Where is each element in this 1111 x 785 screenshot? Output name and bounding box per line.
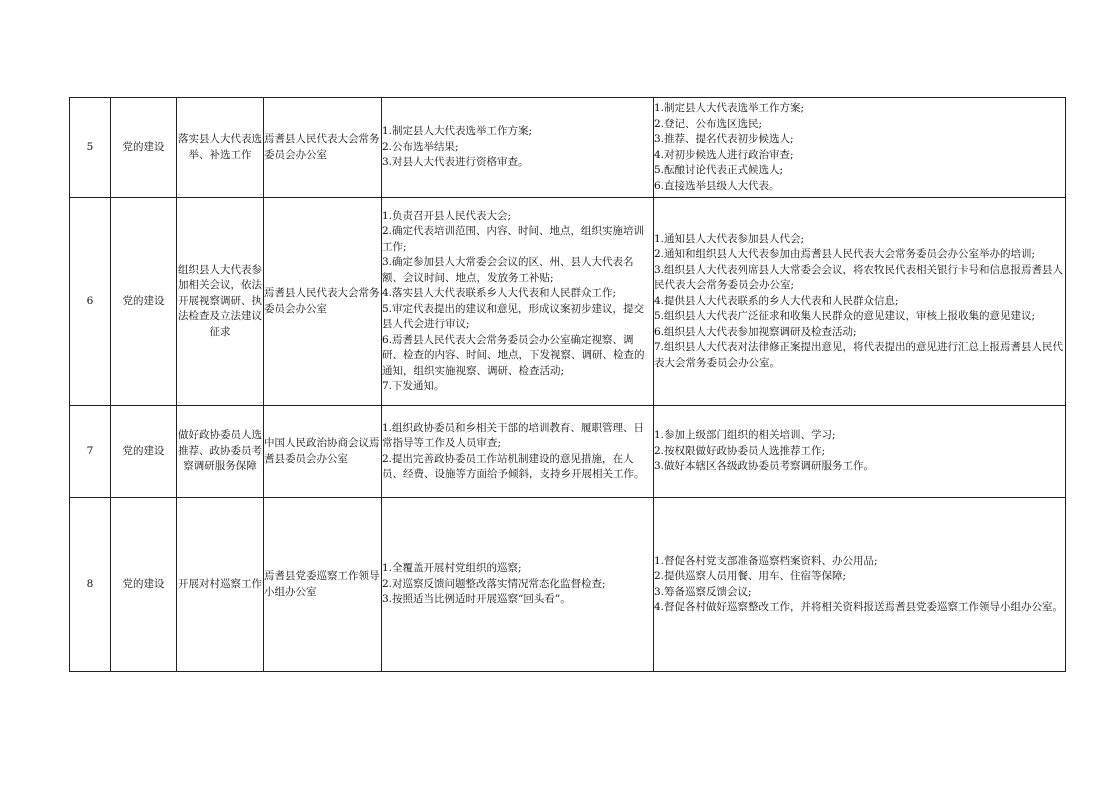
duty-item: 1.督促各村党支部准备巡察档案资料、办公用品; (654, 554, 878, 567)
task-cell: 组织县人大代表参加相关会议，依法开展视察调研、执法检查及立法建议征求 (177, 198, 264, 406)
row-number: 5 (70, 98, 111, 198)
county-duties-cell (382, 406, 654, 498)
duty-item: 4.督促各村做好巡察整改工作，并将相关资料报送焉耆县党委巡察工作领导小组办公室。 (654, 601, 1064, 613)
duty-item: 3.确定参加县人大常委会会议的区、州、县人大代表名额、会议时间、地点，发放务工补贴; (382, 256, 634, 284)
township-duties-cell (654, 98, 1066, 198)
duty-item: 2.通知和组织县人大代表参加由焉耆县人民代表大会常务委员会办公室举办的培训; (654, 248, 1036, 261)
duty-item: 1.组织政协委员和乡相关干部的培训教育、履职管理、日常指导等工作及人员审查; (382, 421, 645, 449)
duty-item: 1.制定县人大代表选举工作方案; (654, 102, 805, 114)
row-number: 7 (70, 406, 111, 498)
duty-item: 2.公布选举结果; (382, 140, 459, 153)
duty-table (69, 97, 1066, 672)
task-cell: 做好政协委员人选推荐、政协委员考察调研服务保障 (177, 406, 264, 498)
category-cell: 党的建设 (111, 406, 177, 498)
duty-item: 1.全覆盖开展村党组织的巡察; (382, 562, 522, 575)
duty-item: 2.登记、公布选区选民; (654, 117, 763, 130)
duty-item: 2.提供巡察人员用餐、用车、住宿等保障; (654, 570, 847, 582)
duty-item: 3.对县人大代表进行资格审查。 (382, 156, 529, 169)
township-duties-cell (654, 406, 1066, 498)
county-duties-cell (382, 198, 654, 406)
duty-item: 2.对巡察反馈问题整改落实情况常态化监督检查; (382, 577, 606, 590)
table-row (70, 198, 1066, 406)
department-cell: 焉耆县党委巡察工作领导小组办公室 (264, 498, 382, 672)
table-row (70, 406, 1066, 498)
duty-item: 2.确定代表培训范围、内容、时间、地点，组织实施培训工作; (382, 225, 645, 253)
task-cell: 开展对村巡察工作 (177, 498, 264, 672)
duty-item: 4.对初步候选人进行政治审查; (654, 148, 794, 161)
duty-item: 3.筹备巡察反馈会议; (654, 585, 752, 598)
department-cell: 焉耆县人民代表大会常务委员会办公室 (264, 198, 382, 406)
duty-item: 5.审定代表提出的建议和意见，形成议案初步建议，提交县人代会进行审议; (382, 302, 645, 330)
duty-item: 5.组织县人大代表广泛征求和收集人民群众的意见建议，审核上报收集的意见建议; (654, 310, 1036, 323)
row-number: 8 (70, 498, 111, 672)
duty-item: 2.提出完善政协委员工作站机制建设的意见措施，在人员、经费、设施等方面给予倾斜，支持乡开展相关工作。 (382, 452, 645, 480)
category-cell: 党的建设 (111, 198, 177, 406)
duty-item: 3.推荐、提名代表初步候选人; (654, 133, 794, 145)
duty-item: 6.组织县人大代表参加视察调研及检查活动; (654, 325, 857, 338)
duty-item: 3.做好本辖区各级政协委员考察调研服务工作。 (654, 460, 875, 473)
category-cell: 党的建设 (111, 498, 177, 672)
duty-item: 4.提供县人大代表联系的乡人大代表和人民群众信息; (654, 294, 899, 307)
row-number: 6 (70, 198, 111, 406)
duty-item: 7.组织县人大代表对法律修正案提出意见，将代表提出的意见进行汇总上报焉耆县人民代表大会常务委员会办公室。 (654, 341, 1064, 369)
county-duties-cell (382, 98, 654, 198)
township-duties-cell (654, 498, 1066, 672)
table-row (70, 98, 1066, 198)
duty-item: 1.参加上级部门组织的相关培训、学习; (654, 429, 836, 442)
duty-item: 7.下发通知。 (382, 380, 445, 392)
duty-item: 3.组织县人大代表列席县人大常委会会议，将农牧民代表相关银行卡号和信息报焉耆县人民代表大会常务委员会办公室; (654, 263, 1064, 292)
duty-item: 1.负责召开县人民代表大会; (382, 209, 512, 222)
category-cell: 党的建设 (111, 98, 177, 198)
task-cell: 落实县人大代表选举、补选工作 (177, 98, 264, 198)
duty-item: 2.按权限做好政协委员人选推荐工作; (654, 444, 826, 457)
duty-item: 6.焉耆县人民代表大会常务委员会办公室确定视察、调研、检查的内容、时间、地点，下发视察、调研、检查的通知，组织实施视察、调研、检查活动; (382, 333, 645, 377)
duty-item: 6.直接选举县级人大代表。 (654, 179, 780, 192)
duty-item: 5.酝酿讨论代表正式候选人; (654, 164, 784, 176)
duty-item: 3.按照适当比例适时开展巡察“回头看”。 (382, 593, 571, 606)
duty-item: 4.落实县人大代表联系乡人大代表和人民群众工作; (382, 287, 617, 299)
duty-item: 1.制定县人大代表选举工作方案; (382, 125, 533, 138)
department-cell: 中国人民政治协商会议焉耆县委员会办公室 (264, 406, 382, 498)
duty-item: 1.通知县人大代表参加县人代会; (654, 232, 805, 245)
department-cell: 焉耆县人民代表大会常务委员会办公室 (264, 98, 382, 198)
township-duties-cell (654, 198, 1066, 406)
county-duties-cell (382, 498, 654, 672)
table-row (70, 498, 1066, 672)
